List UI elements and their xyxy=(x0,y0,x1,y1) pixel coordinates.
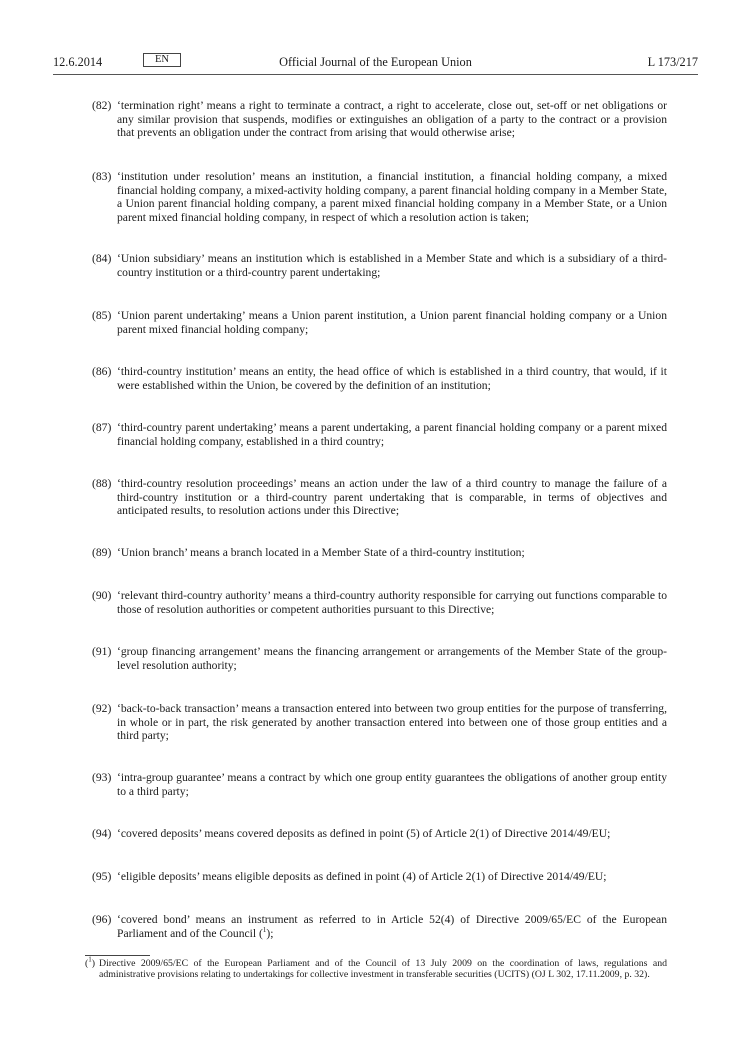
definition-item xyxy=(92,645,667,672)
definition-item xyxy=(92,309,667,336)
definition-text: ‘termination right’ means a right to terminate a contract, a right to accelerate, close out, set-off or net obligations or any similar provision that suspends, modifies or extinguishes an obligation of a party to the contract or a provision that prevents an obligation under the contract from arising that would otherwise arise; xyxy=(117,99,667,140)
definition-item xyxy=(92,913,667,940)
definition-item xyxy=(92,365,667,392)
page-reference: L 173/217 xyxy=(647,55,698,69)
definition-number: (85) xyxy=(92,309,112,322)
definition-text: ‘covered deposits’ means covered deposits as defined in point (5) of Article 2(1) of Directive 2014/49/EU; xyxy=(117,827,611,840)
definition-number: (83) xyxy=(92,170,112,183)
definition-number: (89) xyxy=(92,546,112,559)
definition-text: ‘intra-group guarantee’ means a contract by which one group entity guarantees the obligations of another group entity to a third party; xyxy=(117,771,667,798)
definition-item xyxy=(92,170,667,224)
definition-number: (92) xyxy=(92,702,112,715)
definition-item xyxy=(92,99,667,140)
definition-item xyxy=(92,702,667,743)
definition-number: (91) xyxy=(92,645,112,658)
journal-title: Official Journal of the European Union xyxy=(279,55,472,69)
definition-text: ‘group financing arrangement’ means the financing arrangement or arrangements of the Member State of the group-level resolution authority; xyxy=(117,645,667,672)
definition-text xyxy=(117,913,667,940)
definition-text: ‘Union subsidiary’ means an institution which is established in a Member State and which is a subsidiary of a third-country institution or a third-country parent undertaking; xyxy=(117,252,667,279)
definition-number: (90) xyxy=(92,589,112,602)
footnote-divider xyxy=(85,955,150,956)
definition-text-main: ‘covered bond’ means an instrument as referred to in Article 52(4) of Directive 2009/65/EC of the European Parliament and of the Council ( xyxy=(117,913,667,940)
footnote-text: Directive 2009/65/EC of the European Parliament and of the Council of 13 July 2009 on the coordination of laws, regulations and administrative provisions relating to undertakings for collective investment in transferable securities (UCITS) (OJ L 302, 17.11.2009, p. 32). xyxy=(99,958,667,981)
definition-text: ‘Union parent undertaking’ means a Union parent institution, a Union parent financial holding company or a Union parent mixed financial holding company; xyxy=(117,309,667,336)
definition-text-end: ); xyxy=(266,926,274,940)
definition-text: ‘third-country parent undertaking’ means a parent undertaking, a parent financial holding company or a parent mixed financial holding company, established in a third country; xyxy=(117,421,667,448)
footnote-number: ($^1$) xyxy=(85,955,96,969)
definition-item xyxy=(92,546,667,560)
definition-text: ‘third-country institution’ means an entity, the head office of which is established in a third country, that would, if it were established within the Union, be covered by the definition of an institution; xyxy=(117,365,667,392)
definition-text: ‘institution under resolution’ means an institution, a financial institution, a financial holding company, a mixed financial holding company, a mixed-activity holding company, a parent financial holding company in a Member State, a Union parent financial holding company, a parent mixed financial holding company in a Member State, or a Union parent mixed financial holding company, in respect of which a resolution action is taken; xyxy=(117,170,667,224)
definition-item xyxy=(92,870,667,884)
definition-number: (87) xyxy=(92,421,112,434)
definition-item xyxy=(92,827,667,841)
definition-text: ‘back-to-back transaction’ means a transaction entered into between two group entities for the purpose of transferring, in whole or in part, the risk generated by another transaction entered into between one of those group entities and a third party; xyxy=(117,702,667,743)
definition-item xyxy=(92,421,667,448)
definition-item xyxy=(92,771,667,798)
footnote xyxy=(85,955,667,981)
definition-number: (95) xyxy=(92,870,112,883)
definition-item xyxy=(92,589,667,616)
definition-number: (86) xyxy=(92,365,112,378)
definition-text: ‘Union branch’ means a branch located in a Member State of a third-country institution; xyxy=(117,546,525,559)
definition-number: (82) xyxy=(92,99,112,112)
definition-text: ‘relevant third-country authority’ means a third-country authority responsible for carrying out functions comparable to those of resolution authorities or competent authorities pursuant to this Directive; xyxy=(117,589,667,616)
footnote-reference[interactable]: 1 xyxy=(262,925,267,934)
footnote-marker: 1 xyxy=(88,955,92,964)
definition-text: ‘third-country resolution proceedings’ means an action under the law of a third country to manage the failure of a third-country institution or a third-country parent undertaking that is comparable, in terms of objectives and anticipated results, to resolution actions under this Directive; xyxy=(117,477,667,518)
page-header xyxy=(53,52,698,75)
definition-number: (94) xyxy=(92,827,112,840)
definition-number: (88) xyxy=(92,477,112,490)
definition-item xyxy=(92,252,667,279)
definition-item xyxy=(92,477,667,518)
definition-number: (84) xyxy=(92,252,112,265)
definition-number: (96) xyxy=(92,913,112,926)
definition-number: (93) xyxy=(92,771,112,784)
publication-date: 12.6.2014 xyxy=(53,55,103,69)
definition-text: ‘eligible deposits’ means eligible deposits as defined in point (4) of Article 2(1) of Directive 2014/49/EU; xyxy=(117,870,607,883)
language-badge: EN xyxy=(143,53,181,67)
